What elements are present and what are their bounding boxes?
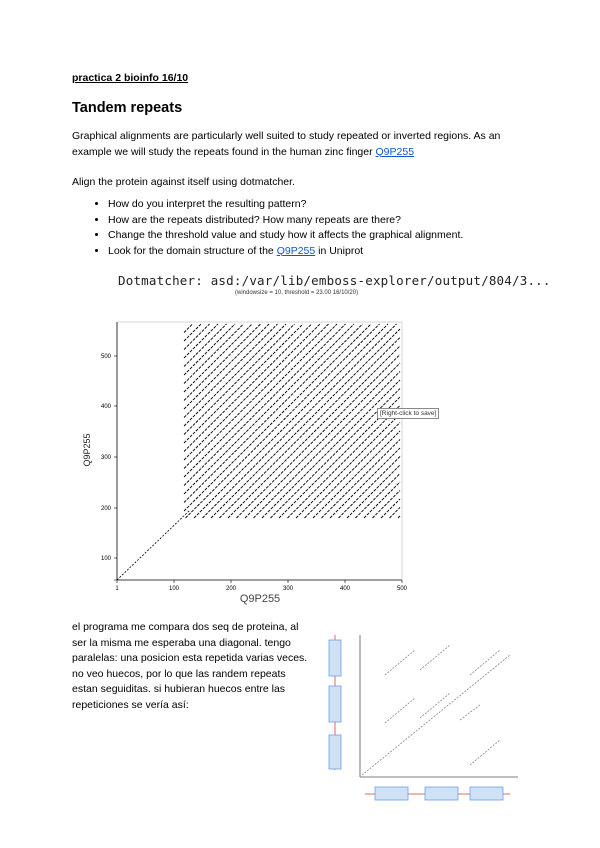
repeat-block <box>329 640 341 676</box>
repeat-diagonal <box>184 324 295 435</box>
x-axis-label: Q9P255 <box>239 593 281 605</box>
protein-link[interactable]: Q9P255 <box>375 145 415 158</box>
repeat-diagonal <box>184 324 363 503</box>
list-item: • Change the threshold value and study how it affects the graphical alignment. <box>108 228 568 244</box>
repeat-diagonal <box>313 431 400 518</box>
document-title: practica 2 bioinfo 16/10 <box>72 72 189 84</box>
repeat-block <box>329 735 341 769</box>
x-tick-label: 300 <box>282 586 294 592</box>
repeat-diagonal <box>347 465 400 518</box>
repeat-diagonal <box>184 324 346 486</box>
repeat-diagonal <box>184 324 286 426</box>
repeat-diagonal <box>228 346 400 518</box>
y-tick-label: 400 <box>100 404 111 410</box>
horizontal-blocks <box>365 787 510 800</box>
dot-plot <box>70 300 410 615</box>
list-item <box>108 244 568 260</box>
x-tick-label: 400 <box>339 586 351 592</box>
repeat-diagonal <box>184 324 244 384</box>
repeat-diagonal <box>296 414 400 518</box>
repeat-block <box>329 686 341 722</box>
repeat-diagonal <box>322 440 401 519</box>
list-item: • How do you interpret the resulting pattern? <box>108 197 568 213</box>
align-instruction: Align the protein against itself using dotmatcher. <box>72 176 295 188</box>
repeat-diagonal <box>184 324 201 341</box>
x-tick-label: 500 <box>396 586 408 592</box>
x-tick-label: 1 <box>115 586 119 592</box>
y-tick-label: 100 <box>100 556 111 562</box>
repeat-block <box>470 787 503 800</box>
bullet-text: in Uniprot <box>315 244 364 257</box>
repeat-diagonal <box>184 324 278 418</box>
plot-axes <box>117 322 402 580</box>
intro-paragraph <box>72 129 532 160</box>
plot-title: Dotmatcher: asd:/var/lib/emboss-explorer/output/804/3... <box>118 273 551 288</box>
intro-text: Graphical alignments are particularly well suited to study repeated or inverted regions. As an example we will study the repeats found in the human zinc finger <box>72 130 501 158</box>
repeat-diagonal <box>184 324 312 452</box>
x-tick-label: 200 <box>225 586 237 592</box>
question-list <box>72 197 568 259</box>
repeat-diagonal <box>262 380 400 518</box>
x-tick-label: 100 <box>168 586 180 592</box>
repeat-diagonal <box>245 363 400 518</box>
sketch-diagonals <box>362 645 510 775</box>
list-item: • How are the repeats distributed? How many repeats are there? <box>108 213 568 229</box>
repeat-diagonal <box>237 355 401 519</box>
repeat-diagonal <box>220 338 401 519</box>
repeat-diagonal <box>184 324 303 443</box>
repeat-diagonal <box>211 329 400 518</box>
repeat-diagonal <box>184 324 261 401</box>
repeat-block <box>425 787 458 800</box>
bullet-text: Look for the domain structure of the <box>108 244 277 257</box>
repeat-diagonal <box>184 324 252 392</box>
repeat-diagonal <box>356 474 401 519</box>
plot-subtitle: (windowsize = 10, threshold = 23.00 16/10/20) <box>235 290 359 296</box>
repeat-diagonal <box>184 324 227 367</box>
repeat-diagonal <box>184 324 235 375</box>
vertical-blocks <box>329 635 341 770</box>
repeat-diagonal <box>381 499 400 518</box>
repeat-diagonal <box>184 324 218 358</box>
main-diagonal <box>117 510 190 580</box>
repeat-diagonal <box>373 491 401 519</box>
repeat-diagonal <box>184 324 320 460</box>
repeat-diagonal <box>288 406 401 519</box>
repeat-diagonal <box>330 448 400 518</box>
y-tick-label: 500 <box>100 354 111 360</box>
repeat-dots <box>184 324 400 518</box>
y-axis-label: Q9P255 <box>82 433 92 467</box>
repeat-diagonal <box>184 324 371 511</box>
y-tick-label: 300 <box>100 455 111 461</box>
gap-sketch <box>320 630 530 805</box>
section-heading: Tandem repeats <box>72 100 183 116</box>
repeat-block <box>375 787 408 800</box>
repeat-diagonal <box>184 324 193 333</box>
repeat-diagonal <box>398 516 400 518</box>
y-tick-label: 200 <box>100 506 111 512</box>
repeat-diagonal <box>390 508 401 519</box>
uniprot-link[interactable]: Q9P255 <box>276 244 316 257</box>
sketch-axes <box>360 635 518 777</box>
save-tooltip[interactable]: [Right-click to save] <box>377 408 439 419</box>
student-notes: el programa me compara dos seq de proteina, al ser la misma me esperaba una diagonal. tengo paralelas: una posicion esta repetida varias veces. no veo huecos, por lo que las randem repeats estan seguiditas. si hubieran huecos entre las repeticiones se vería así: <box>72 621 308 711</box>
repeat-diagonal <box>184 324 337 477</box>
